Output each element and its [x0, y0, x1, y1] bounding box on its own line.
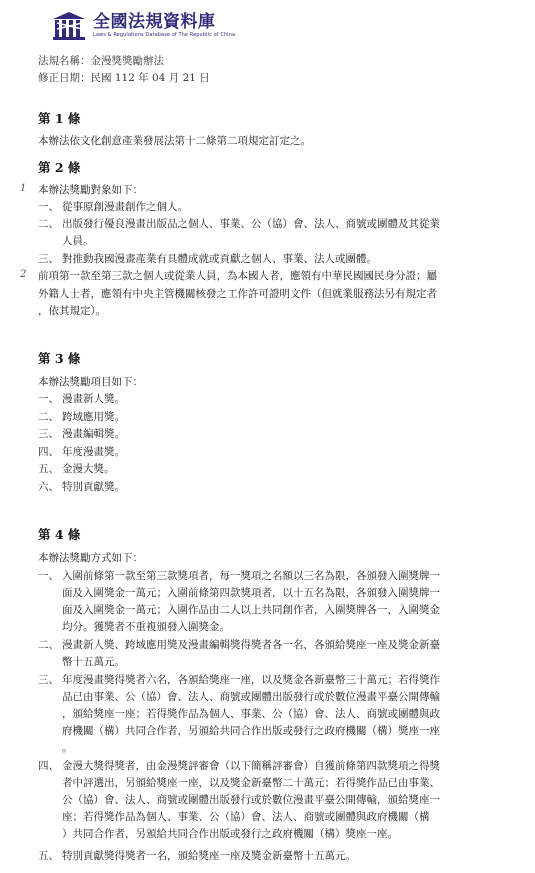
list-item-continuation: 座；若得獎作品為個人、事業、公（協）會、法人、商號或團體與政府機關（構: [62, 811, 430, 823]
list-item: [38, 758, 440, 774]
list-item-continuation: 均分。獲獎者不重複頒發入圍獎金。: [62, 621, 230, 633]
columns-building-icon: [52, 11, 86, 41]
article-3-intro: 本辦法獎勵項目如下：: [38, 376, 143, 388]
law-meta: [38, 53, 210, 87]
article-2-para-2-line: 前項第一款至第三款之個人或從業人員，為本國人者，應領有中華民國國民身分證；屬: [38, 270, 437, 282]
list-item-text: 特別貢獻獎得獎者一名，頒給獎座一座及獎金新臺幣十五萬元。: [62, 850, 356, 862]
law-name-row: [38, 53, 210, 70]
list-item-label: 二、: [38, 218, 59, 230]
list-item-label: 六、: [38, 481, 59, 493]
logo-subtitle: Laws & Regulations Database of The Republic of China: [93, 32, 236, 38]
list-item-continuation: 。: [62, 742, 73, 754]
list-item-label: 五、: [38, 850, 59, 862]
list-item-label: 一、: [38, 201, 59, 213]
article-1-title: 第 1 條: [38, 111, 81, 126]
paragraph-number: 1: [20, 183, 27, 194]
list-item-label: 二、: [38, 639, 59, 651]
list-item-text: 入圍前條第一款至第三款獎項者，每一獎項之名額以三名為限，各頒發入圍獎牌一: [62, 570, 440, 582]
list-item: [38, 216, 440, 232]
list-item: [38, 848, 356, 864]
list-item: [38, 672, 440, 688]
logo-title: 全國法規資料庫: [93, 12, 216, 32]
list-item-continuation: 面及入圍獎金一萬元；入圍作品由二人以上共同創作者，入圍獎牌各一，入圍獎金: [62, 604, 440, 616]
list-item-label: 三、: [38, 253, 59, 265]
list-item: [38, 409, 125, 425]
list-item-continuation: ，頒給獎座一座；若得獎作品為個人、事業、公（協）會、法人、商號或團體與政: [62, 708, 440, 720]
list-item: [38, 391, 125, 407]
list-item: [38, 479, 125, 495]
list-item-label: 三、: [38, 674, 59, 686]
list-item-text: 跨域應用獎。: [62, 411, 125, 423]
article-3-title: 第 3 條: [38, 351, 81, 366]
list-item-text: 從事原創漫畫創作之個人。: [62, 201, 188, 213]
list-item-label: 一、: [38, 570, 59, 582]
amend-date-row: [38, 70, 210, 87]
article-2-para-2-line: ，依其規定）。: [38, 305, 107, 317]
article-2-title: 第 2 條: [38, 160, 81, 175]
article-2-intro: 本辦法獎勵對象如下：: [38, 184, 143, 196]
list-item-text: 對推動我國漫畫產業有具體成就或貢獻之個人、事業、法人或團體。: [62, 253, 377, 265]
list-item-continuation: 者中評選出，另頒給獎座一座，以及獎金新臺幣二十萬元；若得獎作品已由事業、: [62, 777, 440, 789]
list-item-text: 特別貢獻獎。: [62, 481, 125, 493]
list-item-text: 金漫大獎。: [62, 463, 115, 475]
list-item: [38, 444, 125, 460]
list-item-text: 出版發行優良漫畫出版品之個人、事業、公（協）會、法人、商號或團體及其從業: [62, 218, 440, 230]
list-item-continuation: 公（協）會、法人、商號或團體出版發行或於數位漫畫平臺公開傳輸，頒給獎座一: [62, 794, 440, 806]
article-4-intro: 本辦法獎勵方式如下：: [38, 552, 143, 564]
law-name-value: 金漫獎獎勵辦法: [90, 55, 164, 67]
amend-date-value: 民國 112 年 04 月 21 日: [90, 72, 210, 84]
list-item-text: 年度漫畫獎得獎者六名，各頒給獎座一座，以及獎金各新臺幣三十萬元；若得獎作: [62, 674, 440, 686]
list-item: [38, 568, 440, 584]
list-item: [38, 251, 377, 267]
list-item-continuation: 幣十五萬元。: [62, 656, 125, 668]
list-item-label: 四、: [38, 760, 59, 772]
list-item-text: 年度漫畫獎。: [62, 446, 125, 458]
list-item-continuation: 品已由事業、公（協）會、法人、商號或團體出版發行或於數位漫畫平臺公開傳輸: [62, 691, 440, 703]
paragraph-number: 2: [20, 269, 27, 280]
site-logo[interactable]: [52, 8, 272, 44]
list-item-continuation: 府機關（構）共同合作者，另頒給共同合作出版或發行之政府機關（構）獎座一座: [62, 725, 440, 737]
article-2-para-2-line: 外籍人士者，應領有中央主管機關核發之工作許可證明文件（但就業服務法另有規定者: [38, 288, 437, 300]
list-item-continuation: ）共同合作者，另頒給共同合作出版或發行之政府機關（構）獎座一座。: [62, 828, 398, 840]
list-item-text: 金漫大獎得獎者，由金漫獎評審會（以下簡稱評審會）自獲前條第四款獎項之得獎: [62, 760, 440, 772]
list-item-label: 五、: [38, 463, 59, 475]
law-name-label: 法規名稱：: [38, 55, 91, 67]
list-item-text: 漫畫編輯獎。: [62, 428, 125, 440]
article-1-text: 本辦法依文化創意產業發展法第十二條第二項規定訂定之。: [38, 135, 311, 147]
list-item-continuation: 人員。: [62, 235, 94, 247]
list-item-label: 一、: [38, 393, 59, 405]
amend-date-label: 修正日期：: [38, 72, 91, 84]
list-item-label: 二、: [38, 411, 59, 423]
list-item-text: 漫畫新人獎、跨域應用獎及漫畫編輯獎得獎者各一名，各頒給獎座一座及獎金新臺: [62, 639, 440, 651]
list-item-continuation: 面及入圍獎金一萬元；入圍前條第四款獎項者，以十五名為限，各頒發入圍獎牌一: [62, 587, 440, 599]
list-item-label: 三、: [38, 428, 59, 440]
list-item: [38, 637, 440, 653]
list-item: [38, 426, 125, 442]
article-4-title: 第 4 條: [38, 527, 81, 542]
list-item-text: 漫畫新人獎。: [62, 393, 125, 405]
list-item: [38, 199, 188, 215]
list-item-label: 四、: [38, 446, 59, 458]
list-item: [38, 461, 115, 477]
